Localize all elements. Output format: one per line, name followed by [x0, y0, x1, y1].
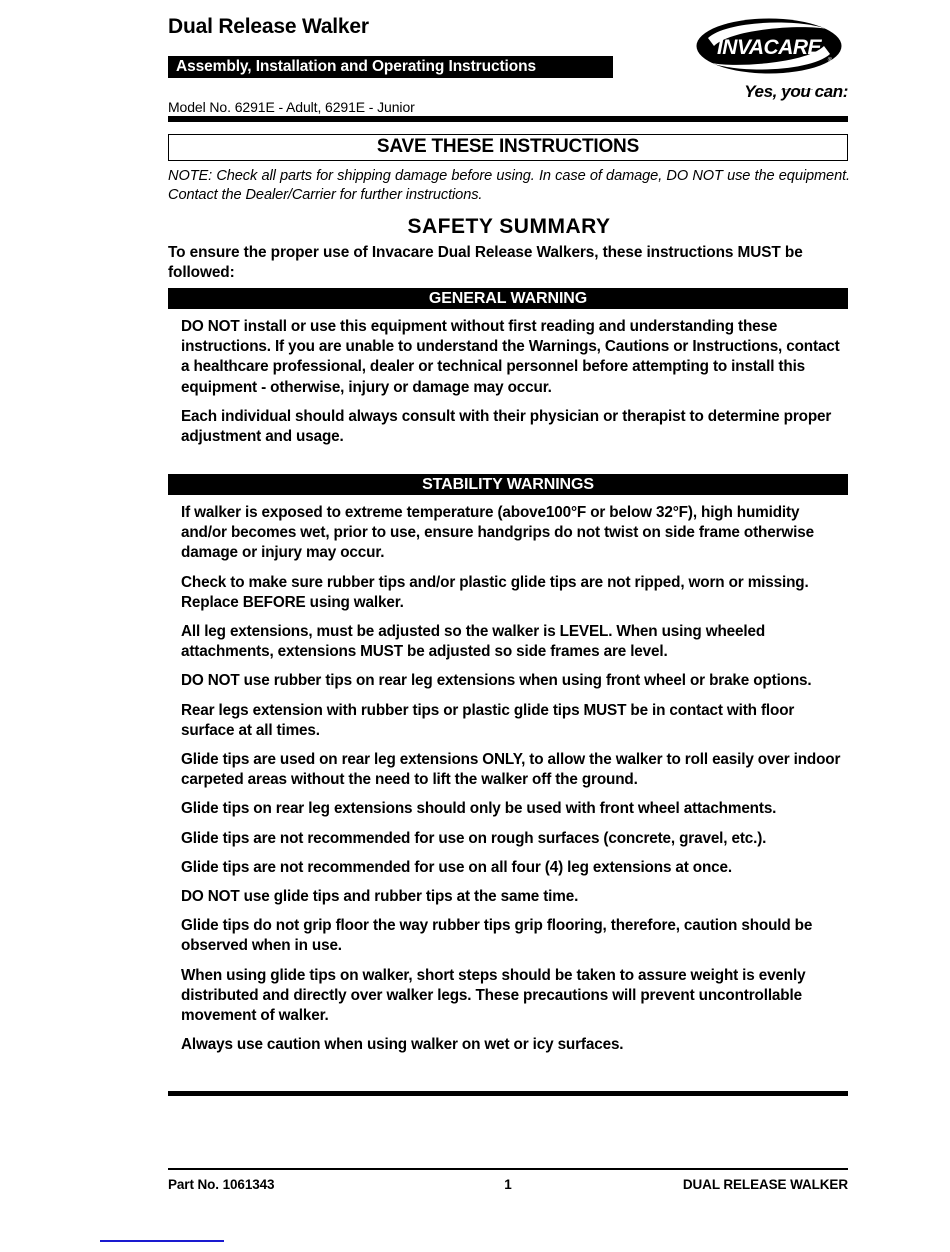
- page-title: Dual Release Walker: [168, 15, 369, 38]
- footer-divider-rule: [168, 1168, 848, 1170]
- content-closing-rule: [168, 1091, 848, 1096]
- save-instructions-box: SAVE THESE INSTRUCTIONS: [168, 134, 848, 161]
- warning-paragraph: Glide tips are not recommended for use on rough surfaces (concrete, gravel, etc.).: [181, 829, 767, 847]
- warning-paragraph: DO NOT use rubber tips on rear leg extensions when using front wheel or brake options.: [181, 672, 812, 690]
- safety-summary-intro: To ensure the proper use of Invacare Dual Release Walkers, these instructions MUST be followed:: [168, 244, 803, 281]
- warning-paragraph: DO NOT use glide tips and rubber tips at the same time.: [181, 888, 579, 906]
- warning-paragraph: When using glide tips on walker, short steps should be taken to assure weight is evenly distributed and directly over walker legs. These precautions will prevent uncontrollable movement of walker.: [181, 966, 806, 1025]
- general-warning-body: [181, 317, 849, 447]
- warning-paragraph: Glide tips are not recommended for use on all four (4) leg extensions at once.: [181, 858, 732, 876]
- footer-product-name: DUAL RELEASE WALKER: [682, 1177, 848, 1192]
- general-warning-bar: GENERAL WARNING: [168, 288, 848, 309]
- warning-paragraph: DO NOT install or use this equipment without first reading and understanding these instructions. If you are unable to understand the Warnings, Cautions or Instructions, contact a healthcare professional, dealer or technical personnel before attempting to install this equipment - otherwise, injury or damage may occur.: [181, 318, 840, 396]
- warning-paragraph: Always use caution when using walker on wet or icy surfaces.: [181, 1036, 624, 1054]
- warning-paragraph: If walker is exposed to extreme temperature (above100°F or below 32°F), high humidity and/or becomes wet, prior to use, ensure handgrips do not twist on side frame otherwise damage or injury may occur.: [181, 504, 814, 562]
- document-footer: [168, 1177, 848, 1197]
- warning-paragraph: Glide tips do not grip floor the way rubber tips grip flooring, therefore, caution should be observed when in use.: [181, 917, 813, 955]
- svg-text:®: ®: [827, 58, 833, 64]
- footer-page-number: 1: [504, 1177, 512, 1192]
- link-underline-rule[interactable]: [100, 1240, 224, 1242]
- invacare-logo-icon: [696, 16, 842, 76]
- warning-paragraph: Glide tips on rear leg extensions should only be used with front wheel attachments.: [181, 800, 777, 818]
- warning-paragraph: Check to make sure rubber tips and/or plastic glide tips are not ripped, worn or missing. Replace BEFORE using walker.: [181, 573, 809, 611]
- stability-warnings-bar: STABILITY WARNINGS: [168, 474, 848, 495]
- safety-summary-heading: SAFETY SUMMARY: [407, 215, 611, 238]
- subtitle-banner: Assembly, Installation and Operating Instructions: [168, 56, 613, 78]
- svg-text:INVACARE: INVACARE: [716, 36, 822, 59]
- warning-paragraph: Rear legs extension with rubber tips or plastic glide tips MUST be in contact with floor surface at all times.: [181, 701, 795, 739]
- footer-part-number: Part No. 1061343: [168, 1177, 275, 1192]
- warning-paragraph: Each individual should always consult with their physician or therapist to determine proper adjustment and usage.: [181, 407, 832, 446]
- brand-tagline: Yes, you can:: [744, 82, 848, 101]
- header-divider-rule: [168, 116, 848, 122]
- shipping-damage-note: NOTE: Check all parts for shipping damage before using. In case of damage, DO NOT use the equipment. Contact the Dealer/Carrier for further instructions.: [168, 168, 850, 203]
- brand-logo: [696, 16, 848, 112]
- stability-warnings-body: [181, 503, 849, 1055]
- warning-paragraph: Glide tips are used on rear leg extensions ONLY, to allow the walker to roll easily over indoor carpeted areas without the need to lift the walker off the ground.: [181, 751, 841, 789]
- model-number-line: Model No. 6291E - Adult, 6291E - Junior: [168, 99, 415, 115]
- warning-paragraph: All leg extensions, must be adjusted so the walker is LEVEL. When using wheeled attachments, extensions MUST be adjusted so side frames are level.: [181, 623, 766, 661]
